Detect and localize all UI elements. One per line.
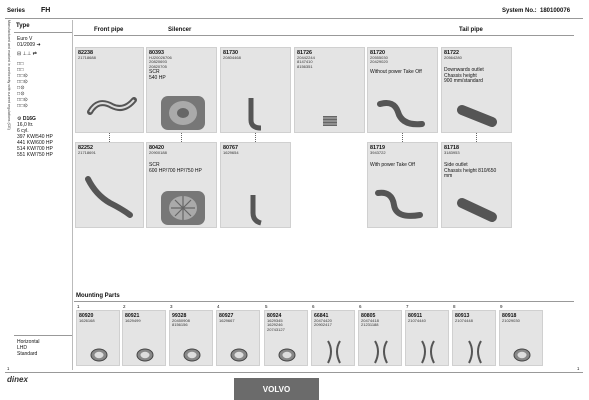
mounting-quantity: 7 bbox=[406, 304, 409, 309]
axle-config-icon-4: □□⊙ bbox=[17, 79, 29, 85]
mounting-part-card[interactable]: 99328 20450908 8156156 bbox=[169, 310, 213, 366]
part-card[interactable]: 80767 1629654 bbox=[220, 142, 291, 228]
tail-pipe-image bbox=[442, 48, 513, 134]
mounting-part-card[interactable]: 80921 1629499 bbox=[122, 310, 166, 366]
silencer-image bbox=[147, 143, 218, 229]
mounting-part-card[interactable]: 80911 21074440 bbox=[405, 310, 449, 366]
mounting-part-card[interactable]: 80913 21074448 bbox=[452, 310, 496, 366]
mounting-quantity: 2 bbox=[123, 304, 126, 309]
section-tail-pipe: Tail pipe bbox=[459, 27, 483, 33]
displacement: 16,0 ltr. bbox=[17, 122, 34, 128]
part-card[interactable]: 80420 20900188 SCR 600 HP/700 HP/750 HP bbox=[146, 142, 217, 228]
dinex-logo: dinex bbox=[7, 375, 28, 384]
system-value: 180100076 bbox=[540, 8, 571, 14]
truck-config-icon: ⊟ ⊥⊥ ⇄ bbox=[17, 51, 37, 57]
regulation-note: Manufactured and marked in conformity with current regulations (CE) bbox=[7, 20, 11, 130]
emission-standard: Euro V bbox=[17, 36, 33, 42]
series-label: Series bbox=[7, 8, 26, 14]
tail-pipe-image bbox=[368, 48, 439, 134]
section-front-pipe: Front pipe bbox=[94, 27, 124, 33]
part-card[interactable]: 81719 3943722 With power Take Off bbox=[367, 142, 438, 228]
pipe-image bbox=[221, 143, 292, 229]
tail-pipe-image bbox=[368, 143, 439, 229]
mounting-quantity: 6 bbox=[359, 304, 362, 309]
clamp-strap-image bbox=[312, 311, 356, 367]
orientation-3: Standard bbox=[17, 351, 38, 357]
mounting-part-card[interactable]: 80918 21029030 bbox=[499, 310, 543, 366]
clamp-ring-image bbox=[170, 311, 214, 367]
part-card[interactable]: 81722 20564280 Downwards outlet Chassis height 900 mm/standard bbox=[441, 47, 512, 133]
part-card[interactable]: 80393 HJ20026706 20820693 20820705 SCR 540 HP bbox=[146, 47, 217, 133]
header-bar bbox=[5, 5, 583, 19]
clamp-ring-image bbox=[77, 311, 121, 367]
clamp-ring-image bbox=[217, 311, 261, 367]
axle-config-icon-5: □⊙ bbox=[17, 85, 25, 91]
axle-config-icon-8: □□⊙ bbox=[17, 103, 29, 109]
section-silencer: Silencer bbox=[168, 27, 192, 33]
part-card[interactable]: 82238 21718688 bbox=[75, 47, 144, 133]
orientation-1: Horizontal bbox=[17, 339, 40, 345]
mounting-quantity: 3 bbox=[170, 304, 173, 309]
front-pipe-image bbox=[76, 48, 145, 134]
clamp-strap-image bbox=[453, 311, 497, 367]
clamp-ring-image bbox=[265, 311, 309, 367]
part-card[interactable]: 81726 20442244 8147410 8156351 bbox=[294, 47, 365, 133]
part-card[interactable]: 82252 21718691 bbox=[75, 142, 144, 228]
type-title: Type bbox=[16, 23, 30, 29]
part-card[interactable]: 81730 20804468 bbox=[220, 47, 291, 133]
clamp-ring-image bbox=[500, 311, 544, 367]
page-number-right: 1 bbox=[577, 366, 580, 371]
system-label: System No.: bbox=[502, 8, 537, 14]
brand-name: VOLVO bbox=[262, 385, 291, 394]
arrow-right-icon: ➜ bbox=[36, 42, 41, 48]
engine-code: ⚙ D16G bbox=[17, 116, 36, 122]
tail-pipe-image bbox=[442, 143, 513, 229]
section-mounting: Mounting Parts bbox=[76, 293, 120, 299]
mounting-quantity: 4 bbox=[217, 304, 220, 309]
mounting-quantity: 6 bbox=[312, 304, 315, 309]
front-pipe-image bbox=[76, 143, 145, 229]
axle-config-icon-2: □□ bbox=[17, 67, 24, 73]
pipe-image bbox=[221, 48, 292, 134]
mounting-quantity: 1 bbox=[77, 304, 80, 309]
type-panel bbox=[14, 20, 73, 370]
power-4: 551 KW/750 HP bbox=[17, 152, 53, 158]
mounting-part-card[interactable]: 80920 1626168 bbox=[76, 310, 120, 366]
clamp-ring-image bbox=[123, 311, 167, 367]
mounting-part-card[interactable]: 80805 20474418 21231188 bbox=[358, 310, 402, 366]
axle-config-icon-7: □□⊙ bbox=[17, 97, 29, 103]
clamp-strap-image bbox=[406, 311, 450, 367]
cylinders: 6 cyl. bbox=[17, 128, 29, 134]
axle-config-icon: □□ bbox=[17, 61, 24, 67]
power-2: 441 KW/600 HP bbox=[17, 140, 53, 146]
page-number-left: 1 bbox=[7, 366, 10, 371]
mounting-part-card[interactable]: 66841 20474420 20902417 bbox=[311, 310, 355, 366]
mounting-quantity: 5 bbox=[265, 304, 268, 309]
mounting-part-card[interactable]: 80927 1629667 bbox=[216, 310, 260, 366]
clamp-strap-image bbox=[359, 311, 403, 367]
flex-pipe-image bbox=[295, 48, 366, 134]
axle-config-icon-6: □⊙ bbox=[17, 91, 25, 97]
power-3: 514 KW/700 HP bbox=[17, 146, 53, 152]
mounting-part-card[interactable]: 80924 1629345 1629246 20743127 bbox=[264, 310, 308, 366]
axle-config-icon-3: □□⊙ bbox=[17, 73, 29, 79]
series-value: FH bbox=[41, 7, 51, 14]
mounting-quantity: 9 bbox=[500, 304, 503, 309]
engine-icon: ⚙ bbox=[17, 116, 22, 122]
silencer-image bbox=[147, 48, 218, 134]
mounting-quantity: 8 bbox=[453, 304, 456, 309]
production-date: 01/2009 ➜ bbox=[17, 42, 41, 48]
power-1: 397 KW/540 HP bbox=[17, 134, 53, 140]
part-card[interactable]: 81718 3183953 Side outlet Chassis height 810/650 mm bbox=[441, 142, 512, 228]
part-card[interactable]: 81720 20555030 20429020 Without power Take Off bbox=[367, 47, 438, 133]
orientation-2: LHD bbox=[17, 345, 28, 351]
